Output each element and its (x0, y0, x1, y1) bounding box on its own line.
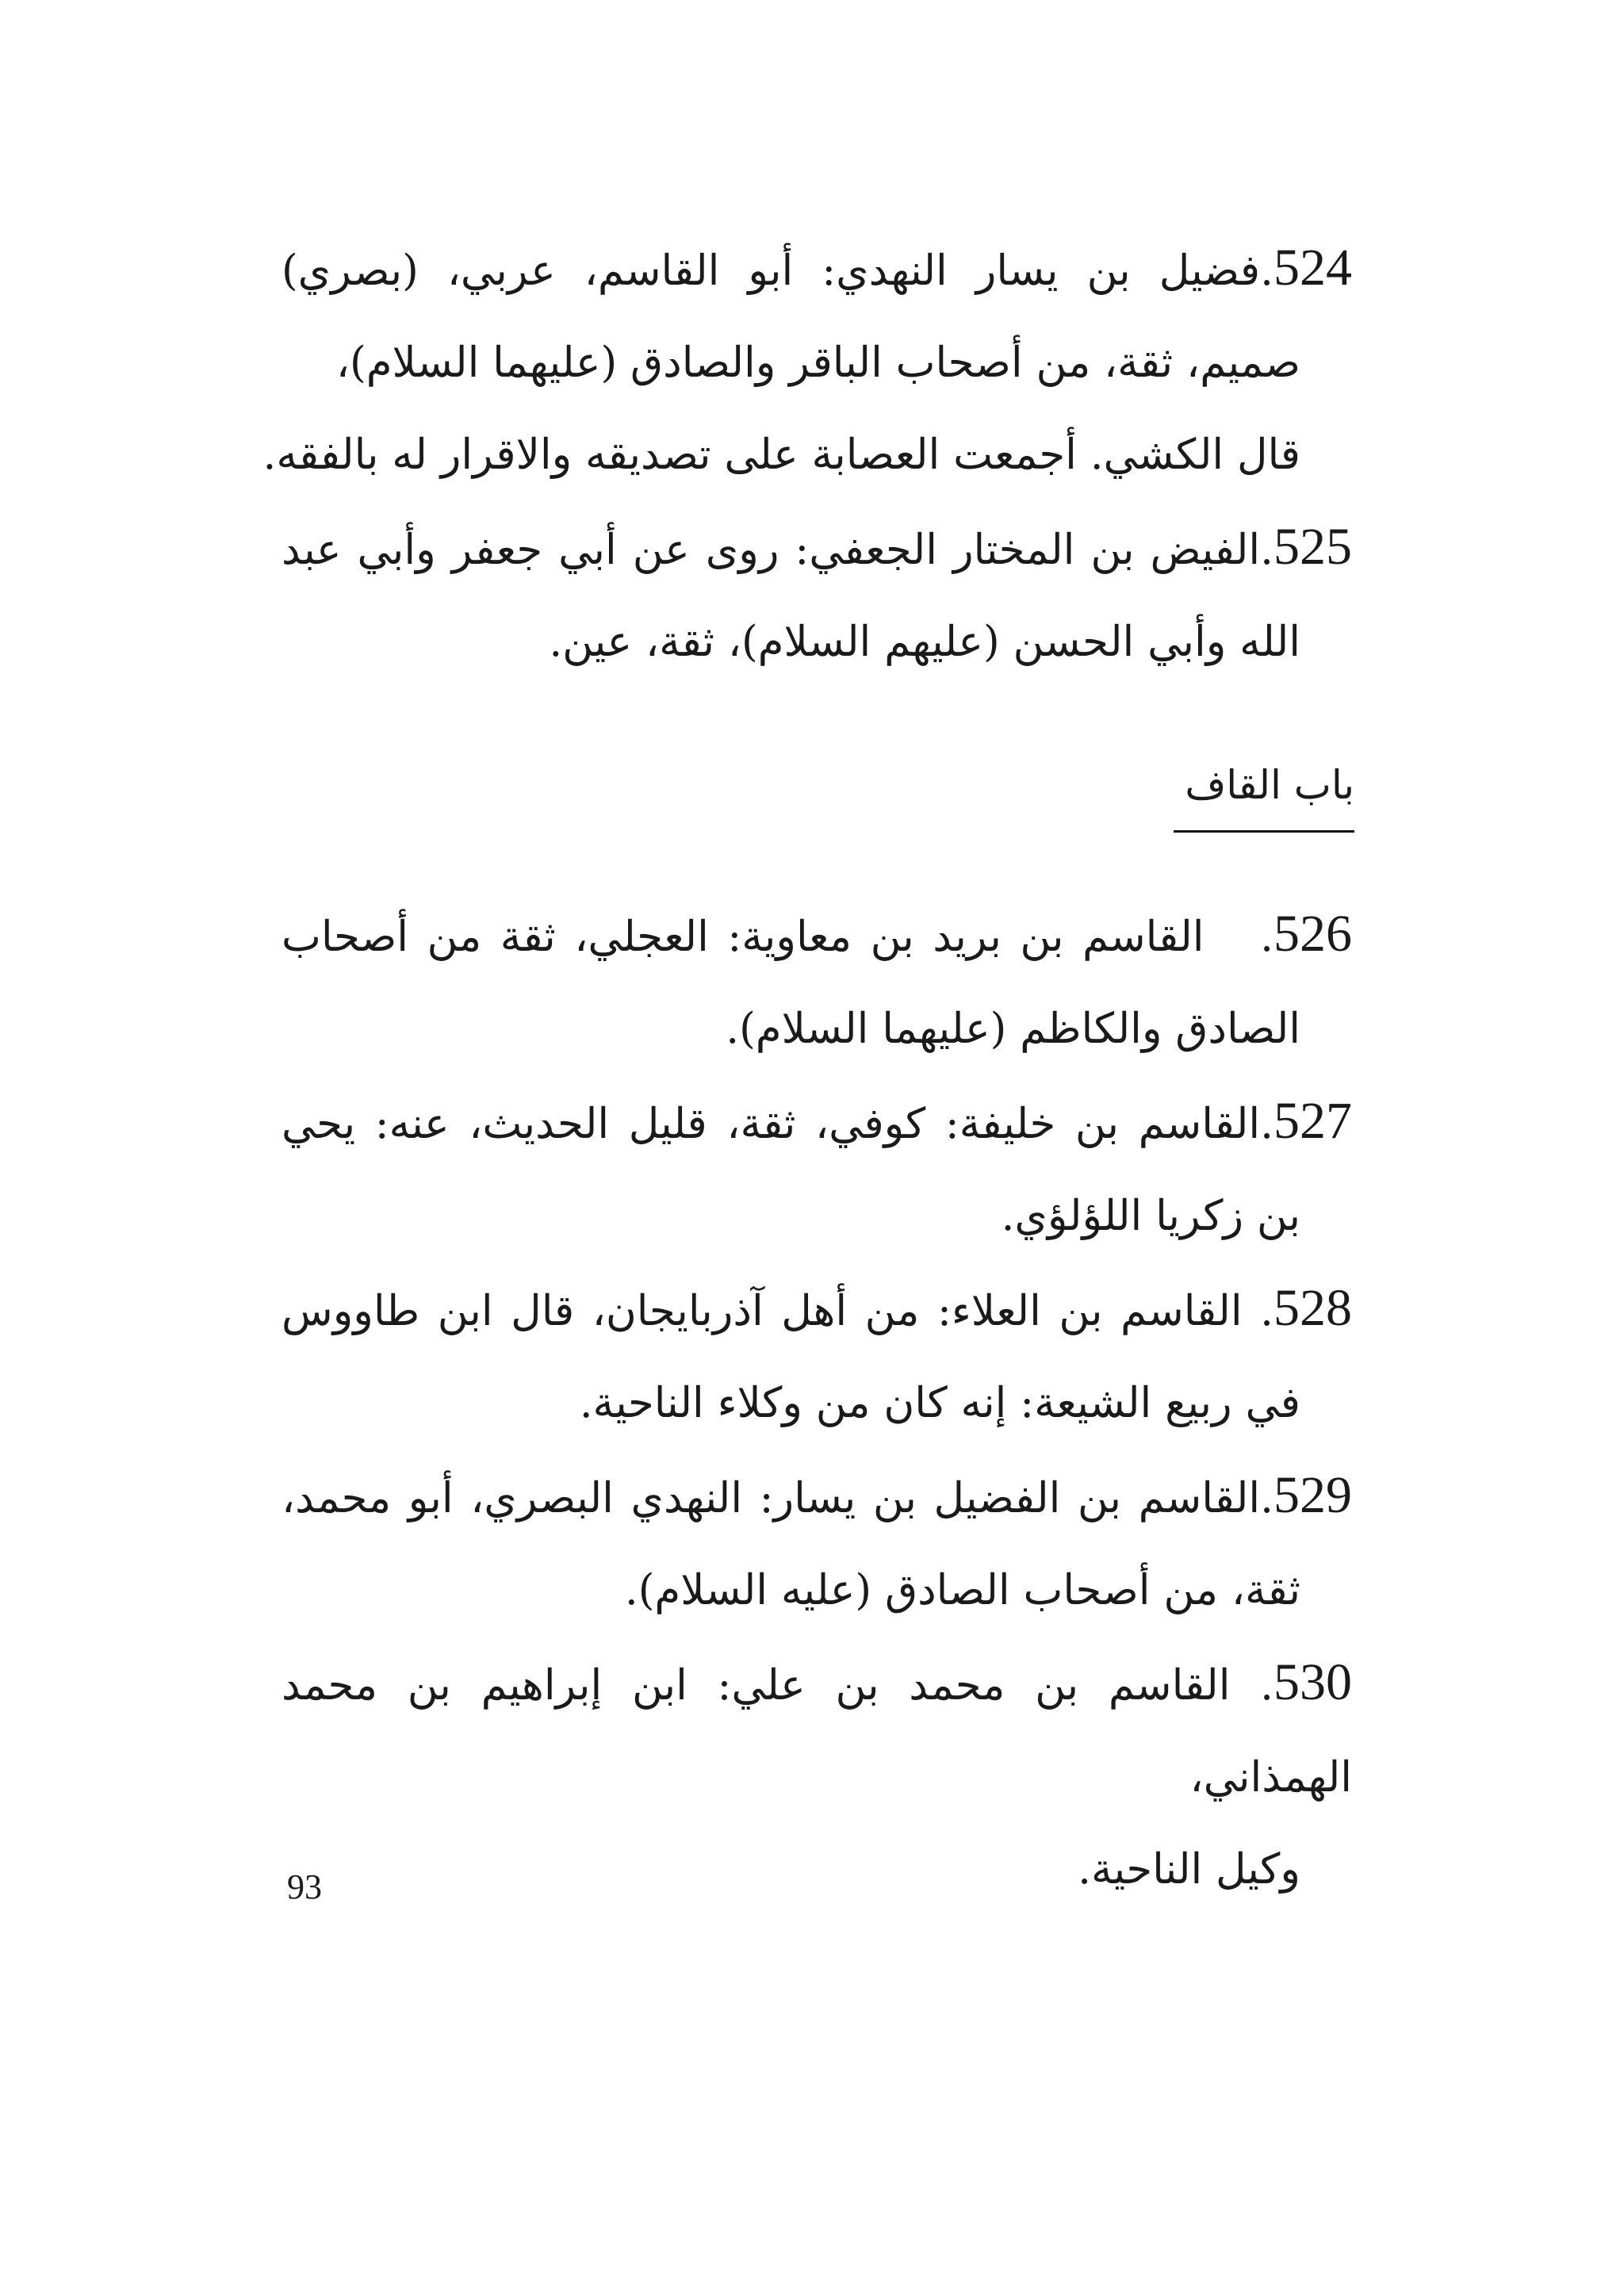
entry-527 (282, 1075, 1352, 1262)
entry-number: 530 (1274, 1653, 1352, 1711)
entry-first-line: 527.القاسم بن خليفة: كوفي، ثقة، قليل الحديث، عنه: يحي (282, 1092, 1352, 1150)
entry-525 (282, 501, 1352, 688)
entry-continuation-line: الله وأبي الحسن (عليهم السلام)، ثقة، عين. (549, 618, 1300, 666)
entry-first-line: 528. القاسم بن العلاء: من أهل آذربايجان، قال ابن طاووس (282, 1279, 1352, 1337)
entry-text: القاسم بن العلاء: من أهل آذربايجان، قال ابن طاووس (282, 1287, 1243, 1335)
entry-continuation-line: في ربيع الشيعة: إنه كان من وكلاء الناحية. (579, 1379, 1300, 1427)
entry-number: 525 (1274, 518, 1352, 576)
entry-text: القاسم بن بريد بن معاوية: العجلي، ثقة من أصحاب (282, 913, 1205, 961)
entry-number: 527 (1274, 1092, 1352, 1150)
entry-continuation-line: وكيل الناحية. (1078, 1845, 1300, 1894)
entry-number: 524 (1274, 239, 1352, 297)
entry-number: 529 (1274, 1466, 1352, 1524)
entry-526 (282, 888, 1352, 1075)
entry-continuation-line: صميم، ثقة، من أصحاب الباقر والصادق (عليهما السلام)، (335, 339, 1300, 387)
entry-continuation-line: قال الكشي. أجمعت العصابة على تصديقه والاقرار له بالفقه. (262, 431, 1300, 479)
entry-text: القاسم بن الفضيل بن يسار: النهدي البصري، أبو محمد، (282, 1474, 1261, 1522)
section-title: باب القاف (1174, 757, 1354, 833)
entry-first-line: 526. القاسم بن بريد بن معاوية: العجلي، ثقة من أصحاب (282, 905, 1352, 963)
entry-text: القاسم بن خليفة: كوفي، ثقة، قليل الحديث، عنه: يحي (282, 1100, 1261, 1148)
page-number: 93 (287, 1867, 322, 1906)
entry-first-line: 525.الفيض بن المختار الجعفي: روى عن أبي جعفر وأبي عبد (282, 518, 1352, 576)
entry-continuation-line: بن زكريا اللؤلؤي. (1001, 1192, 1300, 1240)
entries-top (262, 222, 1352, 688)
entry-text: القاسم بن محمد بن علي: ابن إبراهيم بن محمد الهمذاني، (282, 1661, 1352, 1802)
entry-text: فضيل بن يسار النهدي: أبو القاسم، عربي، (بصري) (282, 247, 1261, 295)
entry-530 (282, 1637, 1352, 1916)
entry-number: 528 (1273, 1279, 1352, 1337)
entry-first-line: 529.القاسم بن الفضيل بن يسار: النهدي البصري، أبو محمد، (282, 1466, 1352, 1524)
entry-continuation-line: ثقة، من أصحاب الصادق (عليه السلام). (624, 1566, 1300, 1614)
entry-524 (262, 222, 1352, 501)
entry-529 (282, 1450, 1352, 1637)
entry-first-line: 524.فضيل بن يسار النهدي: أبو القاسم، عربي، (بصري) (282, 239, 1352, 297)
entry-first-line: 530. القاسم بن محمد بن علي: ابن إبراهيم بن محمد الهمذاني، (282, 1653, 1352, 1802)
entry-528 (282, 1262, 1352, 1450)
entry-continuation-line: الصادق والكاظم (عليهما السلام). (726, 1005, 1300, 1053)
entry-text: الفيض بن المختار الجعفي: روى عن أبي جعفر وأبي عبد (282, 526, 1261, 574)
entry-number: 526 (1274, 905, 1352, 963)
entries-bottom (282, 888, 1352, 1916)
